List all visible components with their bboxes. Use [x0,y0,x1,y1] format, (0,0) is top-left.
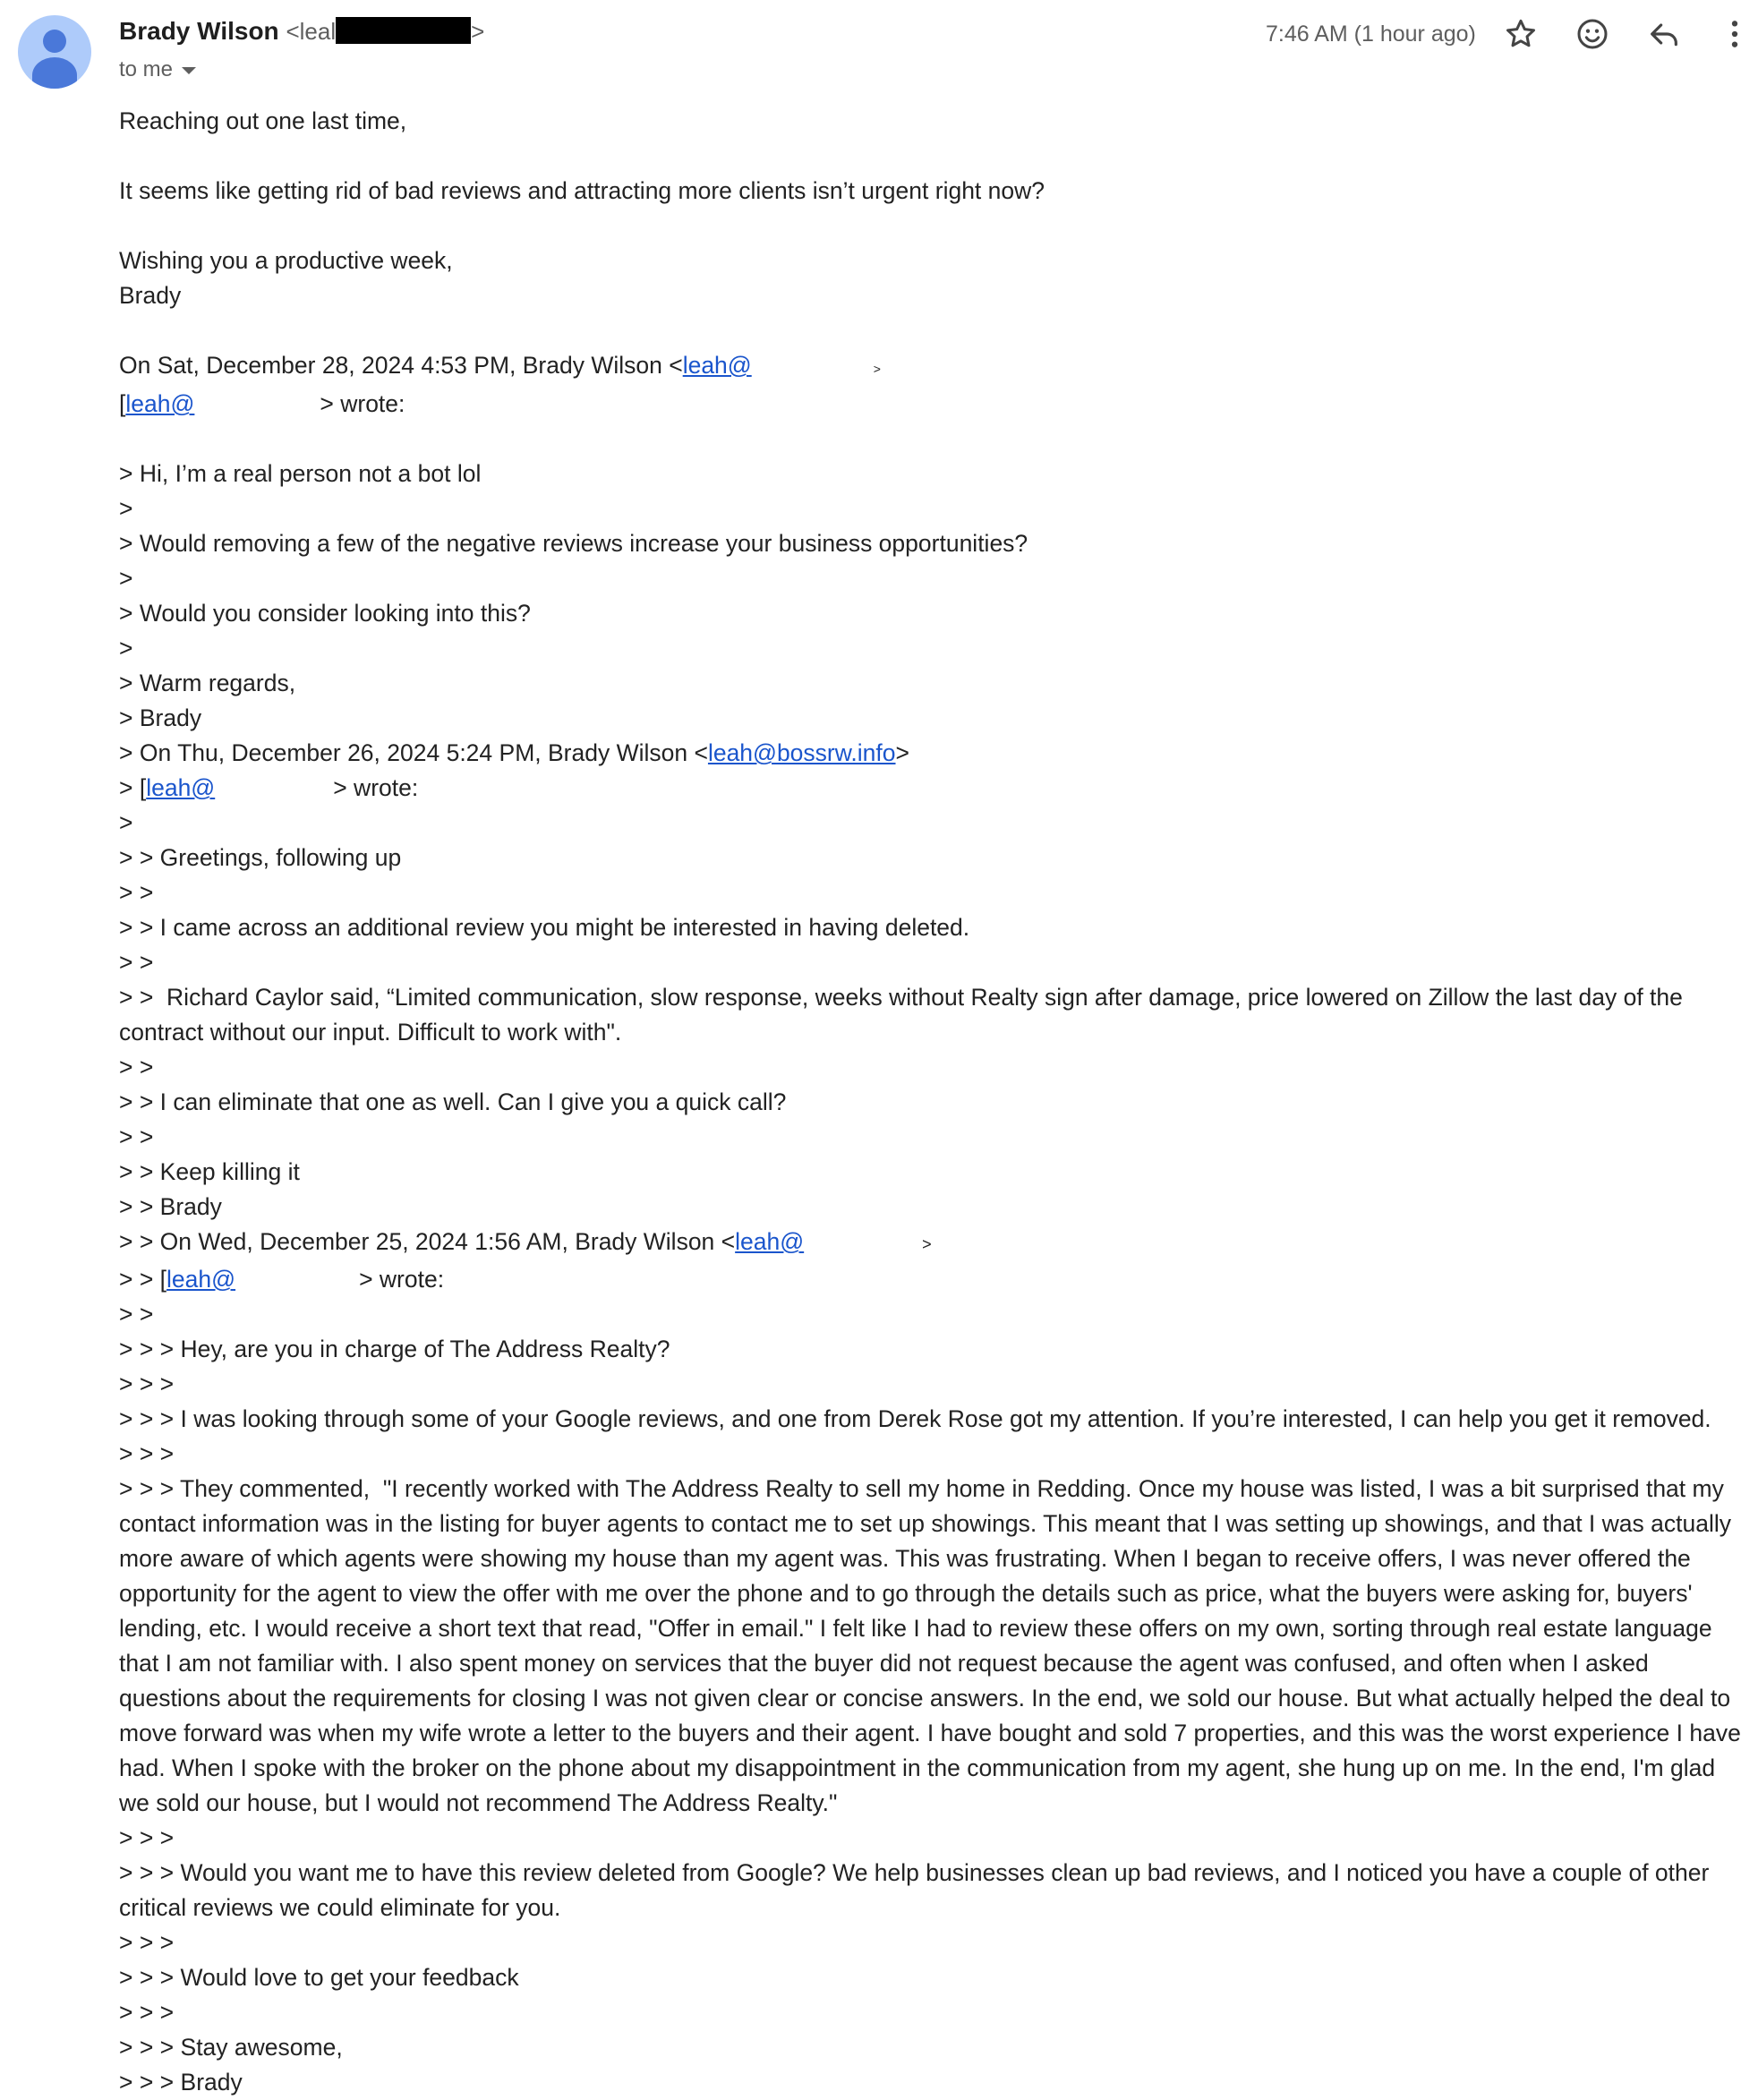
sender-avatar[interactable] [18,15,91,89]
quote-header [119,387,1746,422]
quoted-line: > > [119,1123,154,1150]
quoted-review: > > > They commented, "I recently worked with The Address Realty to sell my home in Redding. Once my house was listed, I was a bit surprised that my contact information was in the listing for buyer agents to contact me to set up showings. This meant that I was setting up showings, and that I was actually more aware of which agents were showing my house than my agent was. This was frustrating. When I began to receive offers, I was never offered the opportunity for the agent to view the offer with me over the phone and to go through the details such as price, what the buyers were asking for, buyers' lending, etc. I would receive a short text that read, "Offer in email." I felt like I had to review these offers on my own, sorting through real estate language that I am not familiar with. I also spent money on services that the buyer did not request because the agent was confused, and often when I asked questions about the requirements for closing I was not given clear or concise answers. In the end, we sold our house. But what actually helped the deal to move forward was when my wife wrote a letter to the buyers and their agent. I have bought and sold 7 properties, and this was the worst experience I have had. When I spoke with the broker on the phone about my disappointment in the communication from my agent, she hung up on me. In the end, I'm glad we sold our house, but I would not recommend The Address Realty." [119,1475,1748,1816]
quote-header-text: > > On Wed, December 25, 2024 1:56 AM, Brady Wilson < [119,1228,736,1255]
quoted-line: > > > Brady [119,2069,243,2096]
quoted-line: > > > [119,1370,175,1397]
quoted-line: > Brady [119,704,202,731]
quote-header [119,1225,1746,1262]
quoted-line: > > > [119,1824,175,1851]
redaction-remnant: > [922,1235,932,1253]
quote-header [119,771,1746,806]
quoted-line: > > > [119,1999,175,2026]
quote-header-text: > wrote: [333,774,419,801]
email-timestamp: 7:46 AM (1 hour ago) [1266,21,1476,47]
email-link[interactable]: leah@ [125,390,195,417]
quoted-line: > Would you consider looking into this? [119,600,531,627]
email-link[interactable]: leah@bossrw.info [707,739,896,766]
quoted-line: > > > Hey, are you in charge of The Address Realty? [119,1336,670,1362]
redaction-remnant: > [873,362,881,376]
blank-line [119,313,1746,348]
sender-name[interactable]: Brady Wilson [119,17,279,45]
reply-icon[interactable] [1646,16,1682,52]
sender-line [119,17,484,46]
more-vert-icon[interactable] [1717,16,1753,52]
quoted-line: > [119,495,133,522]
quoted-line: > > > [119,1440,175,1467]
quoted-line: > > [119,949,154,976]
quoted-line: > > Brady [119,1193,222,1220]
signature: Brady [119,282,182,309]
blank-line [119,209,1746,243]
email-link[interactable]: leah@ [682,352,752,379]
quoted-line: > > I can eliminate that one as well. Can I give you a quick call? [119,1088,787,1115]
quote-header [119,1262,1746,1297]
quoted-line: > > > I was looking through some of your Google reviews, and one from Derek Rose got my attention. If you’re interested, I can help you get it removed. [119,1405,1711,1432]
quoted-line: > [119,809,133,836]
chevron-down-icon[interactable] [182,67,196,74]
quoted-line: > > [119,879,154,906]
quote-header-text: > wrote: [359,1266,445,1293]
quoted-line: > > [119,1301,154,1327]
body-line: It seems like getting rid of bad reviews and attracting more clients isn’t urgent right now? [119,177,1045,204]
quoted-line: > Warm regards, [119,670,296,696]
quoted-line: > > I came across an additional review you might be interested in having deleted. [119,914,970,941]
quoted-line: > > > Would you want me to have this review deleted from Google? We help businesses clean up bad reviews, and I noticed you have a couple of other critical reviews we could eliminate for you. [119,1859,1716,1921]
emoji-icon[interactable] [1575,16,1610,52]
quote-header-text: > [895,739,909,766]
email-link[interactable]: leah@ [146,774,216,801]
quoted-line: > > > Stay awesome, [119,2034,343,2061]
quoted-line: > > > Would love to get your feedback [119,1964,519,1991]
avatar-head-shape [43,30,66,53]
quoted-line: > [119,565,133,592]
quote-header-text: On Sat, December 28, 2024 4:53 PM, Brady Wilson < [119,352,683,379]
avatar-body-shape [32,57,77,89]
quoted-line: > > > [119,1929,175,1956]
quote-header [119,348,1746,387]
quoted-line: > > Richard Caylor said, “Limited communication, slow response, weeks without Realty sign after damage, price lowered on Zillow the last day of the contract without our input. Difficult to work with". [119,984,1690,1046]
quoted-line: > > [119,1054,154,1080]
body-line: Wishing you a productive week, [119,247,453,274]
quote-header-text: > On Thu, December 26, 2024 5:24 PM, Brady Wilson < [119,739,708,766]
redaction-bar [336,17,471,44]
quote-header-text: > [ [119,774,147,801]
quoted-line: > Hi, I’m a real person not a bot lol [119,460,482,487]
quoted-line: > Would removing a few of the negative reviews increase your business opportunities? [119,530,1028,557]
quoted-line: > > Keep killing it [119,1158,300,1185]
quote-header-text: > wrote: [320,390,405,417]
recipient-label: to me [119,57,174,81]
quote-header-text: [ [119,390,126,417]
blank-line [119,422,1746,457]
blank-line [119,139,1746,174]
body-line: Reaching out one last time, [119,107,407,134]
recipient-details[interactable] [119,57,196,82]
email-link[interactable]: leah@ [166,1266,236,1293]
quoted-line: > [119,635,133,662]
sender-email-prefix: <leal [286,18,337,45]
quoted-line: > > Greetings, following up [119,844,402,871]
email-body [119,104,1746,2100]
sender-email-suffix: > [471,18,485,45]
star-icon[interactable] [1503,16,1539,52]
email-link[interactable]: leah@ [735,1228,805,1255]
quote-header-text: > > [ [119,1266,167,1293]
quote-header [119,736,1746,771]
